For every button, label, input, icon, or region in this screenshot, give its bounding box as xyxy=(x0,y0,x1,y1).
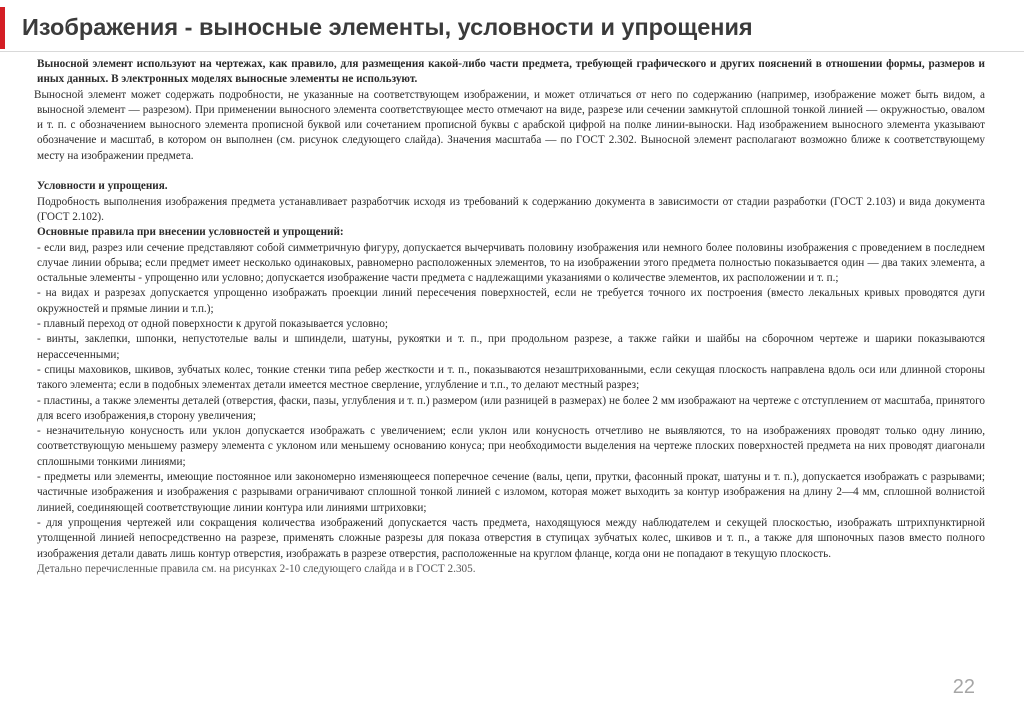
rule-item: - на видах и разрезах допускается упрощенно изображать проекции линий пересечения поверхностей, если не требуется точного их построения (вместо лекальных кривых проводятся дуги окружностей и прямые линии и т.п.); xyxy=(37,287,985,315)
rule-item: - для упрощения чертежей или сокращения количества изображений допускается часть предмета, находящуюся между наблюдателем и секущей плоскостью, изображать штрихпунктирной утолщенной линией непосредственно на разрезе, применять сложные разрезы для показа отверстия в ступицах зубчатых колес, шкивов и т. п., а также для шпоночных пазов вместо полного изображения детали давать лишь контур отверстия, изображать в разрезе отверстия, расположенные на круглом фланце, когда они не попадают в текущую плоскость. xyxy=(37,516,985,560)
title-accent-bar xyxy=(0,7,5,49)
rule-item: - плавный переход от одной поверхности к другой показывается условно; xyxy=(37,318,388,331)
footnote: Детально перечисленные правила см. на рисунках 2-10 следующего слайда и в ГОСТ 2.305. xyxy=(37,562,476,575)
intro-bold-paragraph: Выносной элемент используют на чертежах, как правило, для размещения какой-либо части предмета, требующей графического и других пояснений в отношении формы, размеров и иных данных. В электронных моделях выносные элементы не используют. xyxy=(37,58,985,86)
slide-header xyxy=(0,0,1024,53)
paragraph-spacer xyxy=(37,164,985,179)
rule-item: - пластины, а также элементы деталей (отверстия, фаски, пазы, углубления и т. п.) размером (или разницей в размерах) не более 2 мм изображают на чертеже с отступлением от масштаба, принятого для всего изображения,в сторону увеличения; xyxy=(37,394,985,422)
slide-body xyxy=(34,57,985,577)
rule-item: - спицы маховиков, шкивов, зубчатых колес, тонкие стенки типа ребер жесткости и т. п., показываются незаштрихованными, если секущая плоскость направлена вдоль оси или длинной стороны такого элемента; если в подобных элементах детали имеется местное сверление, углубление и т.п., то делают местный разрез; xyxy=(37,363,985,392)
rule-item: - если вид, разрез или сечение представляют собой симметричную фигуру, допускается вычерчивать половину изображения или немного более половины изображения с проведением в последнем случае линии обрыва; если предмет имеет несколько одинаковых, равномерно расположенных элементов, то на изображении этого предмета полностью показывается один — два таких элемента, а остальные элементы - упрощенно или условно; допускается изображение части предмета с надлежащими указаниями о количестве элементов, их расположении и т. п.; xyxy=(37,241,985,285)
title-divider xyxy=(0,51,1024,52)
page-number: 22 xyxy=(952,676,975,698)
section-paragraph: Подробность выполнения изображения предмета устанавливает разработчик исходя из требований к содержанию документа в зависимости от стадии разработки (ГОСТ 2.103) и вида документа (ГОСТ 2.102). xyxy=(37,195,985,223)
rules-heading: Основные правила при внесении условностей и упрощений: xyxy=(37,226,344,239)
rule-item: - винты, заклепки, шпонки, непустотелые валы и шпиндели, шатуны, рукоятки и т. п., при продольном разрезе, а также гайки и шайбы на сборочном чертеже и шарики показываются нерассеченными; xyxy=(37,333,985,361)
rule-item: - предметы или элементы, имеющие постоянное или закономерно изменяющееся поперечное сечение (валы, цепи, прутки, фасонный прокат, шатуны и т. п.), допускается изображать с разрывами; частичные изображения и изображения с разрывами ограничивают сплошной тонкой линией с изломом, которая может выходить за контур изображения на длину 2—4 мм, сплошной волнистой линией, соединяющей соответствующие линии контура или линиями штриховки; xyxy=(37,471,985,514)
intro-paragraph: Выносной элемент может содержать подробности, не указанные на соответствующем изображении, и может отличаться от него по содержанию (например, изображение может быть видом, а выносной элемент — разрезом). При применении выносного элемента соответствующее место отмечают на виде, разрезе или сечении замкнутой сплошной тонкой линией — окружностью, овалом и т. п. с обозначением выносного элемента прописной буквой или сочетанием прописной буквы с арабской цифрой на полке линии-выноски. Над изображением выносного элемента указывают обозначение и масштаб, в котором он выполнен (см. рисунок следующего слайда). Значения масштаба — по ГОСТ 2.302. Выносной элемент располагают возможно ближе к соответствующему месту на изображении предмета. xyxy=(34,88,985,162)
section-heading: Условности и упрощения. xyxy=(37,180,168,193)
slide-title: Изображения - выносные элементы, условности и упрощения xyxy=(22,14,753,40)
rule-item: - незначительную конусность или уклон допускается изображать с увеличением; если уклон или конусность отчетливо не выявляются, то на изображениях проводят только одну линию, соответствующую меньшему размеру элемента с уклоном или меньшему основанию конуса; при необходимости выделения на чертеже плоских поверхностей предмета на них проводят диагонали сплошными тонкими линиями; xyxy=(37,425,985,468)
